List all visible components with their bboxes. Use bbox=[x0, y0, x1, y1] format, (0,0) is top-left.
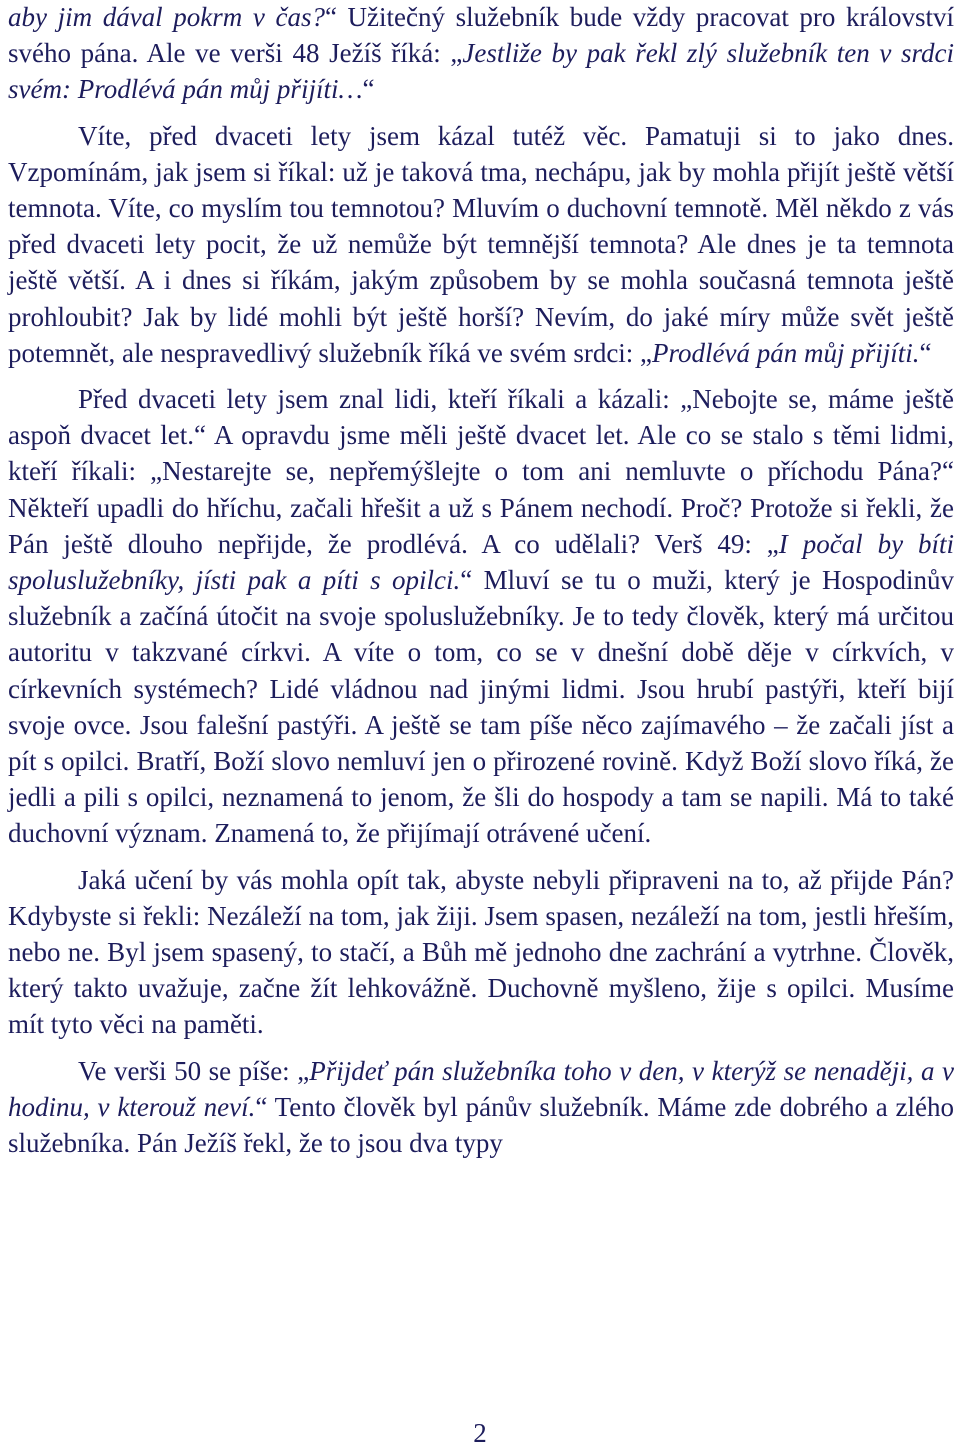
italic-quote-text: I počal by bíti spoluslužebníky, jísti pak a píti s opilci. bbox=[8, 528, 954, 596]
italic-quote-text: Jestliže by pak řekl zlý služebník ten v srdci svém: Prodlévá pán můj přijíti… bbox=[8, 38, 954, 105]
paragraph-text: “ Mluví se tu o muži, který je Hospodinův služebník a začíná útočit na svoje spoluslužebníky. Je to tedy člověk, který má určitou autoritu v takzvané církvi. A víte o tom, co se v dnešní době děje v církvích, v církevních systémech? Lidé vládnou nad jinými lidmi. Jsou hrubí pastýři, kteří bijí svoje ovce. Jsou falešní pastýři. A ještě se tam píše něco zajímavého – že začali jíst a pít s opilci. Bratří, Boží slovo nemluví jen o přirozené rovině. Když Boží slovo říká, že jedli a pili s opilci, neznamená to jenom, že šli do hospody a tam se napili. Má to také duchovní význam. Znamená to, že přijímají otrávené učení. bbox=[8, 565, 954, 849]
paragraph-text: Před dvaceti lety jsem znal lidi, kteří říkali a kázali: „Nebojte se, máme ještě aspoň dvacet let.“ A opravdu jsme měli ještě dvacet let. Ale co se stalo s těmi lidmi, kteří říkali: „Nestarejte se, nepřemýšlejte o tom ani nemluvte o příchodu Pána?“ Někteří upadli do hříchu, začali hřešit a už s Pánem nechodí. Proč? Protože si řekli, že Pán ještě dlouho nepřijde, že prodlévá. A co udělali? Verš 49: „ bbox=[8, 384, 954, 559]
paragraph-text: “ bbox=[362, 74, 375, 105]
paragraph-text: “ Tento člověk byl pánův služebník. Máme zde dobrého a zlého služebníka. Pán Ježíš řekl, že to jsou dva typy bbox=[8, 1091, 954, 1159]
paragraph-text: “ bbox=[919, 337, 932, 368]
paragraph bbox=[8, 0, 954, 108]
paragraph-text: Víte, před dvaceti lety jsem kázal tutéž věc. Pamatuji si to jako dnes. Vzpomínám, jak jsem si říkal: už je taková tma, nechápu, jak by mohla přijít ještě větší temnota. Víte, co myslím tou temnotou? Mluvím o duchovní temnotě. Měl někdo z vás před dvaceti lety pocit, že už nemůže být temnější temnota? Ale dnes je ta temnota ještě větší. A i dnes si říkám, jakým způsobem by se mohla současná temnota ještě prohloubit? Jak by lidé mohli být ještě horší? Nevím, do jaké míry může svět ještě potemnět, ale nespravedlivý služebník říká ve svém srdci: „ bbox=[8, 120, 954, 368]
paragraph-text: “ Užitečný služebník bude vždy pracovat pro království svého pána. Ale ve verši 48 Ježíš říká: „ bbox=[8, 2, 955, 69]
paragraph-text: Jaká učení by vás mohla opít tak, abyste nebyli připraveni na to, až přijde Pán? Kdybyste si řekli: Nezáleží na tom, jak žiji. Jsem spasen, nezáleží na tom, jestli hřeším, nebo ne. Byl jsem spasený, to stačí, a Bůh mě jednoho dne zachrání a vytrhne. Člověk, který takto uvažuje, začne žít lehkovážně. Duchovně myšleno, žije s opilci. Musíme mít tyto věci na paměti. bbox=[8, 864, 954, 1040]
italic-quote-text: Přijdeť pán služebníka toho v den, v kterýž se nenaději, a v hodinu, v kterouž neví. bbox=[8, 1055, 954, 1122]
paragraph bbox=[8, 381, 954, 852]
paragraph bbox=[8, 862, 954, 1043]
paragraph bbox=[8, 1053, 954, 1162]
paragraph-text: Ve verši 50 se píše: „ bbox=[78, 1055, 310, 1086]
italic-quote-text: Prodlévá pán můj přijíti. bbox=[652, 337, 920, 368]
italic-quote-text: aby jim dával pokrm v čas? bbox=[8, 2, 325, 32]
paragraph bbox=[8, 118, 954, 371]
document-body bbox=[8, 0, 954, 1161]
document-page bbox=[8, 0, 954, 1161]
page-number: 2 bbox=[473, 1418, 487, 1448]
